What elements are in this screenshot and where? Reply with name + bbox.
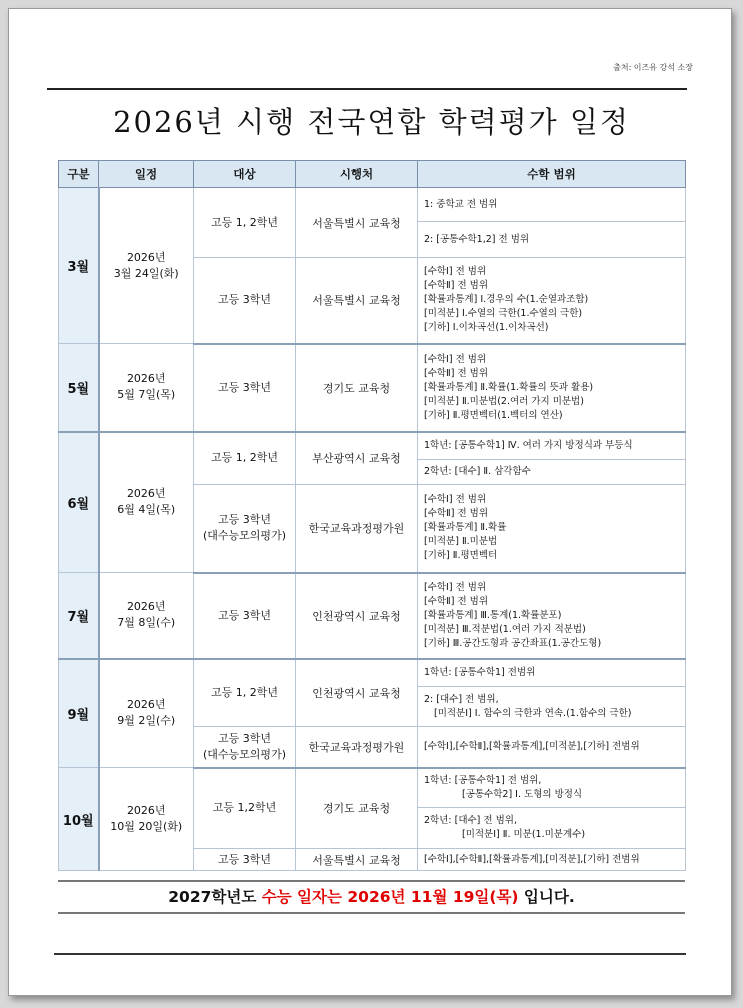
target-cell: 고등 1,2학년 bbox=[194, 768, 296, 849]
scope-line: 2: [대수] 전 범위, bbox=[424, 693, 499, 705]
source-credit: 출처: 이즈유 강석 소장 bbox=[613, 63, 693, 72]
org-cell: 인천광역시 교육청 bbox=[296, 659, 418, 727]
scope-line: [확률과통계] Ⅲ.통계(1.확률분포) bbox=[424, 609, 562, 621]
scope-line: [수학Ⅱ] 전 범위 bbox=[424, 280, 489, 292]
scope-line: [확률과통계] Ⅱ.확률 bbox=[424, 522, 507, 534]
table-row bbox=[59, 659, 686, 687]
scope-line: [수학Ⅱ] 전 범위 bbox=[424, 367, 489, 379]
scope-cell bbox=[418, 687, 686, 727]
target-cell: 고등 3학년 bbox=[194, 258, 296, 344]
table-row bbox=[59, 432, 686, 460]
org-cell: 인천광역시 교육청 bbox=[296, 573, 418, 659]
csat-date-notice bbox=[58, 880, 685, 914]
target-cell: 고등 1, 2학년 bbox=[194, 659, 296, 727]
target-cell: 고등 1, 2학년 bbox=[194, 432, 296, 485]
table-row bbox=[59, 768, 686, 808]
scope-line: [미적분] Ⅲ.적분법(1.여러 가지 적분법) bbox=[424, 623, 586, 635]
org-cell: 서울특별시 교육청 bbox=[296, 849, 418, 871]
scope-line: [기하] Ⅱ.평면벡터(1.벡터의 연산) bbox=[424, 409, 563, 421]
header-target: 대상 bbox=[194, 161, 296, 188]
org-cell: 서울특별시 교육청 bbox=[296, 258, 418, 344]
notice-suffix: 입니다. bbox=[518, 888, 575, 906]
scope-line: 1학년: [공통수학1] 전 범위, bbox=[424, 774, 542, 786]
date-year: 2026년 bbox=[126, 698, 166, 712]
table-row bbox=[59, 188, 686, 222]
scope-cell bbox=[418, 344, 686, 432]
scope-line: [기하] Ⅲ.공간도형과 공간좌표(1.공간도형) bbox=[424, 637, 602, 649]
scope-line: [미적분] Ⅱ.미분법(2.여러 가지 미분법) bbox=[424, 395, 584, 407]
org-cell: 경기도 교육청 bbox=[296, 344, 418, 432]
header-scope: 수학 범위 bbox=[418, 161, 686, 188]
bottom-divider bbox=[54, 953, 686, 955]
date-day: 9월 2일(수) bbox=[117, 714, 176, 728]
date-day: 3월 24일(화) bbox=[113, 266, 179, 280]
scope-line: [수학Ⅱ] 전 범위 bbox=[424, 508, 489, 520]
org-cell: 부산광역시 교육청 bbox=[296, 432, 418, 485]
date-day: 5월 7일(목) bbox=[117, 388, 176, 402]
scope-cell: 1학년: [공통수학1] 전범위 bbox=[418, 659, 686, 687]
scope-line: [공통수학2] Ⅰ. 도형의 방정식 bbox=[462, 788, 583, 800]
scope-line: [수학Ⅰ] 전 범위 bbox=[424, 494, 487, 506]
target-line: 고등 3학년 bbox=[218, 513, 271, 527]
date-cell bbox=[99, 432, 194, 573]
scope-line: [확률과통계] Ⅱ.확률(1.확률의 뜻과 활용) bbox=[424, 381, 594, 393]
top-divider bbox=[47, 88, 687, 90]
scope-line: [미적분] Ⅰ.수열의 극한(1.수열의 극한) bbox=[424, 308, 583, 320]
target-note: (대수능모의평가) bbox=[203, 747, 286, 761]
org-cell: 경기도 교육청 bbox=[296, 768, 418, 849]
target-cell: 고등 3학년 bbox=[194, 573, 296, 659]
month-cell: 10월 bbox=[59, 768, 99, 871]
target-cell: 고등 1, 2학년 bbox=[194, 188, 296, 258]
scope-line: [수학Ⅱ] 전 범위 bbox=[424, 595, 489, 607]
scope-cell bbox=[418, 573, 686, 659]
table-row bbox=[59, 573, 686, 659]
target-cell: 고등 3학년 bbox=[194, 344, 296, 432]
scope-line: [확률과통계] Ⅰ.경우의 수(1.순열과조합) bbox=[424, 294, 589, 306]
date-day: 6월 4일(목) bbox=[117, 503, 176, 517]
header-month: 구분 bbox=[59, 161, 99, 188]
table-header-row bbox=[59, 161, 686, 188]
scope-cell: 1학년: [공통수학1] Ⅳ. 여러 가지 방정식과 부등식 bbox=[418, 432, 686, 460]
target-cell: 고등 3학년 bbox=[194, 849, 296, 871]
scope-line: [수학Ⅰ] 전 범위 bbox=[424, 581, 487, 593]
exam-schedule-table bbox=[58, 160, 686, 871]
month-cell: 9월 bbox=[59, 659, 99, 768]
month-cell: 5월 bbox=[59, 344, 99, 432]
scope-line: [기하] Ⅱ.평면벡터 bbox=[424, 550, 498, 562]
scope-line: [수학Ⅰ] 전 범위 bbox=[424, 353, 487, 365]
scope-line: [미적분Ⅰ] Ⅰ. 함수의 극한과 연속.(1.함수의 극한) bbox=[434, 707, 632, 719]
date-year: 2026년 bbox=[126, 600, 166, 614]
date-cell bbox=[99, 188, 194, 344]
scope-cell bbox=[418, 258, 686, 344]
date-year: 2026년 bbox=[126, 372, 166, 386]
date-day: 10월 20일(화) bbox=[110, 820, 183, 833]
scope-cell bbox=[418, 768, 686, 808]
scope-line: [수학Ⅰ] 전 범위 bbox=[424, 266, 487, 278]
scope-cell: [수학Ⅰ],[수학Ⅱ],[확률과통계],[미적분],[기하] 전범위 bbox=[418, 849, 686, 871]
table-row bbox=[59, 344, 686, 432]
scope-cell: 1: 중학교 전 범위 bbox=[418, 188, 686, 222]
scope-cell: [수학Ⅰ],[수학Ⅱ],[확률과통계],[미적분],[기하] 전범위 bbox=[418, 727, 686, 768]
date-year: 2026년 bbox=[126, 804, 166, 817]
page-title: 2026년 시행 전국연합 학력평가 일정 bbox=[113, 105, 630, 139]
date-day: 7월 8일(수) bbox=[117, 616, 176, 630]
notice-prefix: 2027학년도 bbox=[168, 888, 262, 906]
target-line: 고등 3학년 bbox=[218, 731, 271, 745]
scope-cell bbox=[418, 808, 686, 849]
month-cell: 7월 bbox=[59, 573, 99, 659]
month-cell: 6월 bbox=[59, 432, 99, 573]
org-cell: 한국교육과정평가원 bbox=[296, 485, 418, 573]
date-cell bbox=[99, 573, 194, 659]
scope-cell: 2: [공통수학1,2] 전 범위 bbox=[418, 222, 686, 258]
scope-line: 2학년: [대수] 전 범위, bbox=[424, 815, 517, 826]
date-cell bbox=[99, 659, 194, 768]
scope-cell: 2학년: [대수] Ⅱ. 삼각함수 bbox=[418, 460, 686, 485]
month-cell: 3월 bbox=[59, 188, 99, 344]
scope-line: [미적분Ⅰ] Ⅱ. 미분(1.미분계수) bbox=[462, 829, 586, 840]
notice-highlight: 수능 일자는 2026년 11월 19일(목) bbox=[261, 888, 519, 906]
org-cell: 서울특별시 교육청 bbox=[296, 188, 418, 258]
org-cell: 한국교육과정평가원 bbox=[296, 727, 418, 768]
target-note: (대수능모의평가) bbox=[203, 529, 286, 543]
target-cell bbox=[194, 727, 296, 768]
scope-cell bbox=[418, 485, 686, 573]
scope-line: [기하] Ⅰ.이차곡선(1.이차곡선) bbox=[424, 322, 549, 334]
header-date: 일정 bbox=[99, 161, 194, 188]
target-cell bbox=[194, 485, 296, 573]
scope-line: [미적분] Ⅱ.미분법 bbox=[424, 536, 498, 548]
date-year: 2026년 bbox=[126, 487, 166, 501]
date-cell bbox=[99, 344, 194, 432]
date-cell bbox=[99, 768, 194, 871]
header-org: 시행처 bbox=[296, 161, 418, 188]
date-year: 2026년 bbox=[126, 250, 166, 264]
